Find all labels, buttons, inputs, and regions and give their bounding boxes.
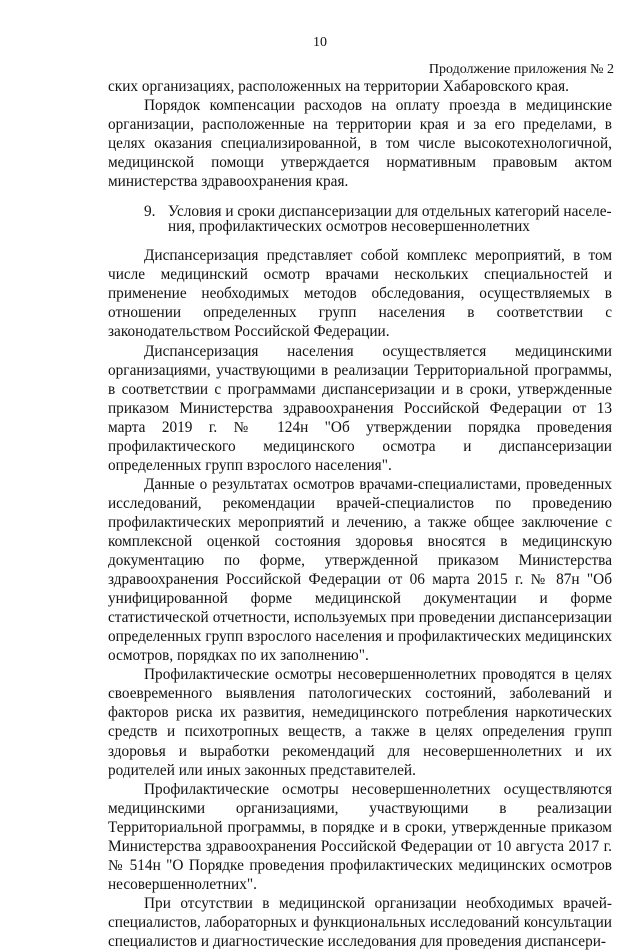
- section-title-line-1: Условия и сроки диспансеризации для отдельных категорий населе-: [168, 203, 612, 221]
- section-heading: [108, 204, 612, 234]
- paragraph-continuation: ских организациях, расположенных на территории Хабаровского края.: [108, 78, 569, 95]
- page-number: 10: [313, 35, 327, 50]
- paragraph-minor-exams-order: Профилактические осмотры несовершеннолетних осуществляются медицинскими организациями, участвующими в реализации Территориальной программы, в порядке и в сроки, утвержденные приказом Министерства здравоохранения Российской Федерации от 10 августа 2017 г. № 514н "О Порядке проведения профилактических медицинских осмотров несовершеннолетних".: [108, 780, 612, 893]
- paragraph-exam-results: Данные о результатах осмотров врачами-специалистами, проведенных исследований, рекомендации врачей-специалистов по проведению профилактических мероприятий и лечению, а также общее заключение с комплексной оценкой состояния здоровья вносятся в медицинскую документацию по форме, утвержденной приказом Министерства здравоохранения Российской Федерации от 06 марта 2015 г. № 87н "Об унифицированной форме медицинской документации и форме статистической отчетности, используемых при проведении диспансеризации определенных групп взрослого населения и профилактических медицинских осмотров, порядках по их заполнению".: [108, 475, 612, 665]
- section-number: 9.: [144, 203, 156, 221]
- paragraph-minor-exams-purpose: Профилактические осмотры несовершеннолетних проводятся в целях своевременного выявления патологических состояний, заболеваний и факторов риска их развития, немедицинского потребления наркотических средств и психотропных веществ, а также в целях определения групп здоровья и выработки рекомендаций для несовершеннолетних и их родителей или иных законных представителей.: [108, 666, 612, 779]
- paragraph-travel-compensation: Порядок компенсации расходов на оплату проезда в медицинские организации, расположенные на территории края и за его пределами, в целях оказания специализированной, в том числе высокотехнологичной, медицинской помощи утверждается нормативным правовым актом министерства здравоохранения края.: [108, 97, 612, 191]
- appendix-continuation-note: Продолжение приложения № 2: [428, 62, 614, 77]
- paragraph-dispensary-organizations: Диспансеризация населения осуществляется медицинскими организациями, участвующими в реализации Территориальной программы, в соответствии с программами диспансеризации и в сроки, утвержденные приказом Министерства здравоохранения Российской Федерации от 13 марта 2019 г. № 124н "Об утверждении порядка проведения профилактического медицинского осмотра и диспансеризации определенных групп взрослого населения".: [108, 342, 612, 474]
- paragraph-dispensary-definition: Диспансеризация представляет собой комплекс мероприятий, в том числе медицинский осмотр врачами нескольких специальностей и применение необходимых методов обследования, осуществляемых в отношении определенных групп населения в соответствии с законодательством Российской Федерации.: [108, 247, 612, 341]
- section-title-line-2: ния, профилактических осмотров несовершеннолетних: [168, 218, 530, 236]
- paragraph-missing-specialists: При отсутствии в медицинской организации необходимых врачей-специалистов, лабораторных и функциональных исследований консультации специалистов и диагностические исследования для проведения диспансери-: [108, 894, 612, 950]
- body-text: [108, 77, 612, 951]
